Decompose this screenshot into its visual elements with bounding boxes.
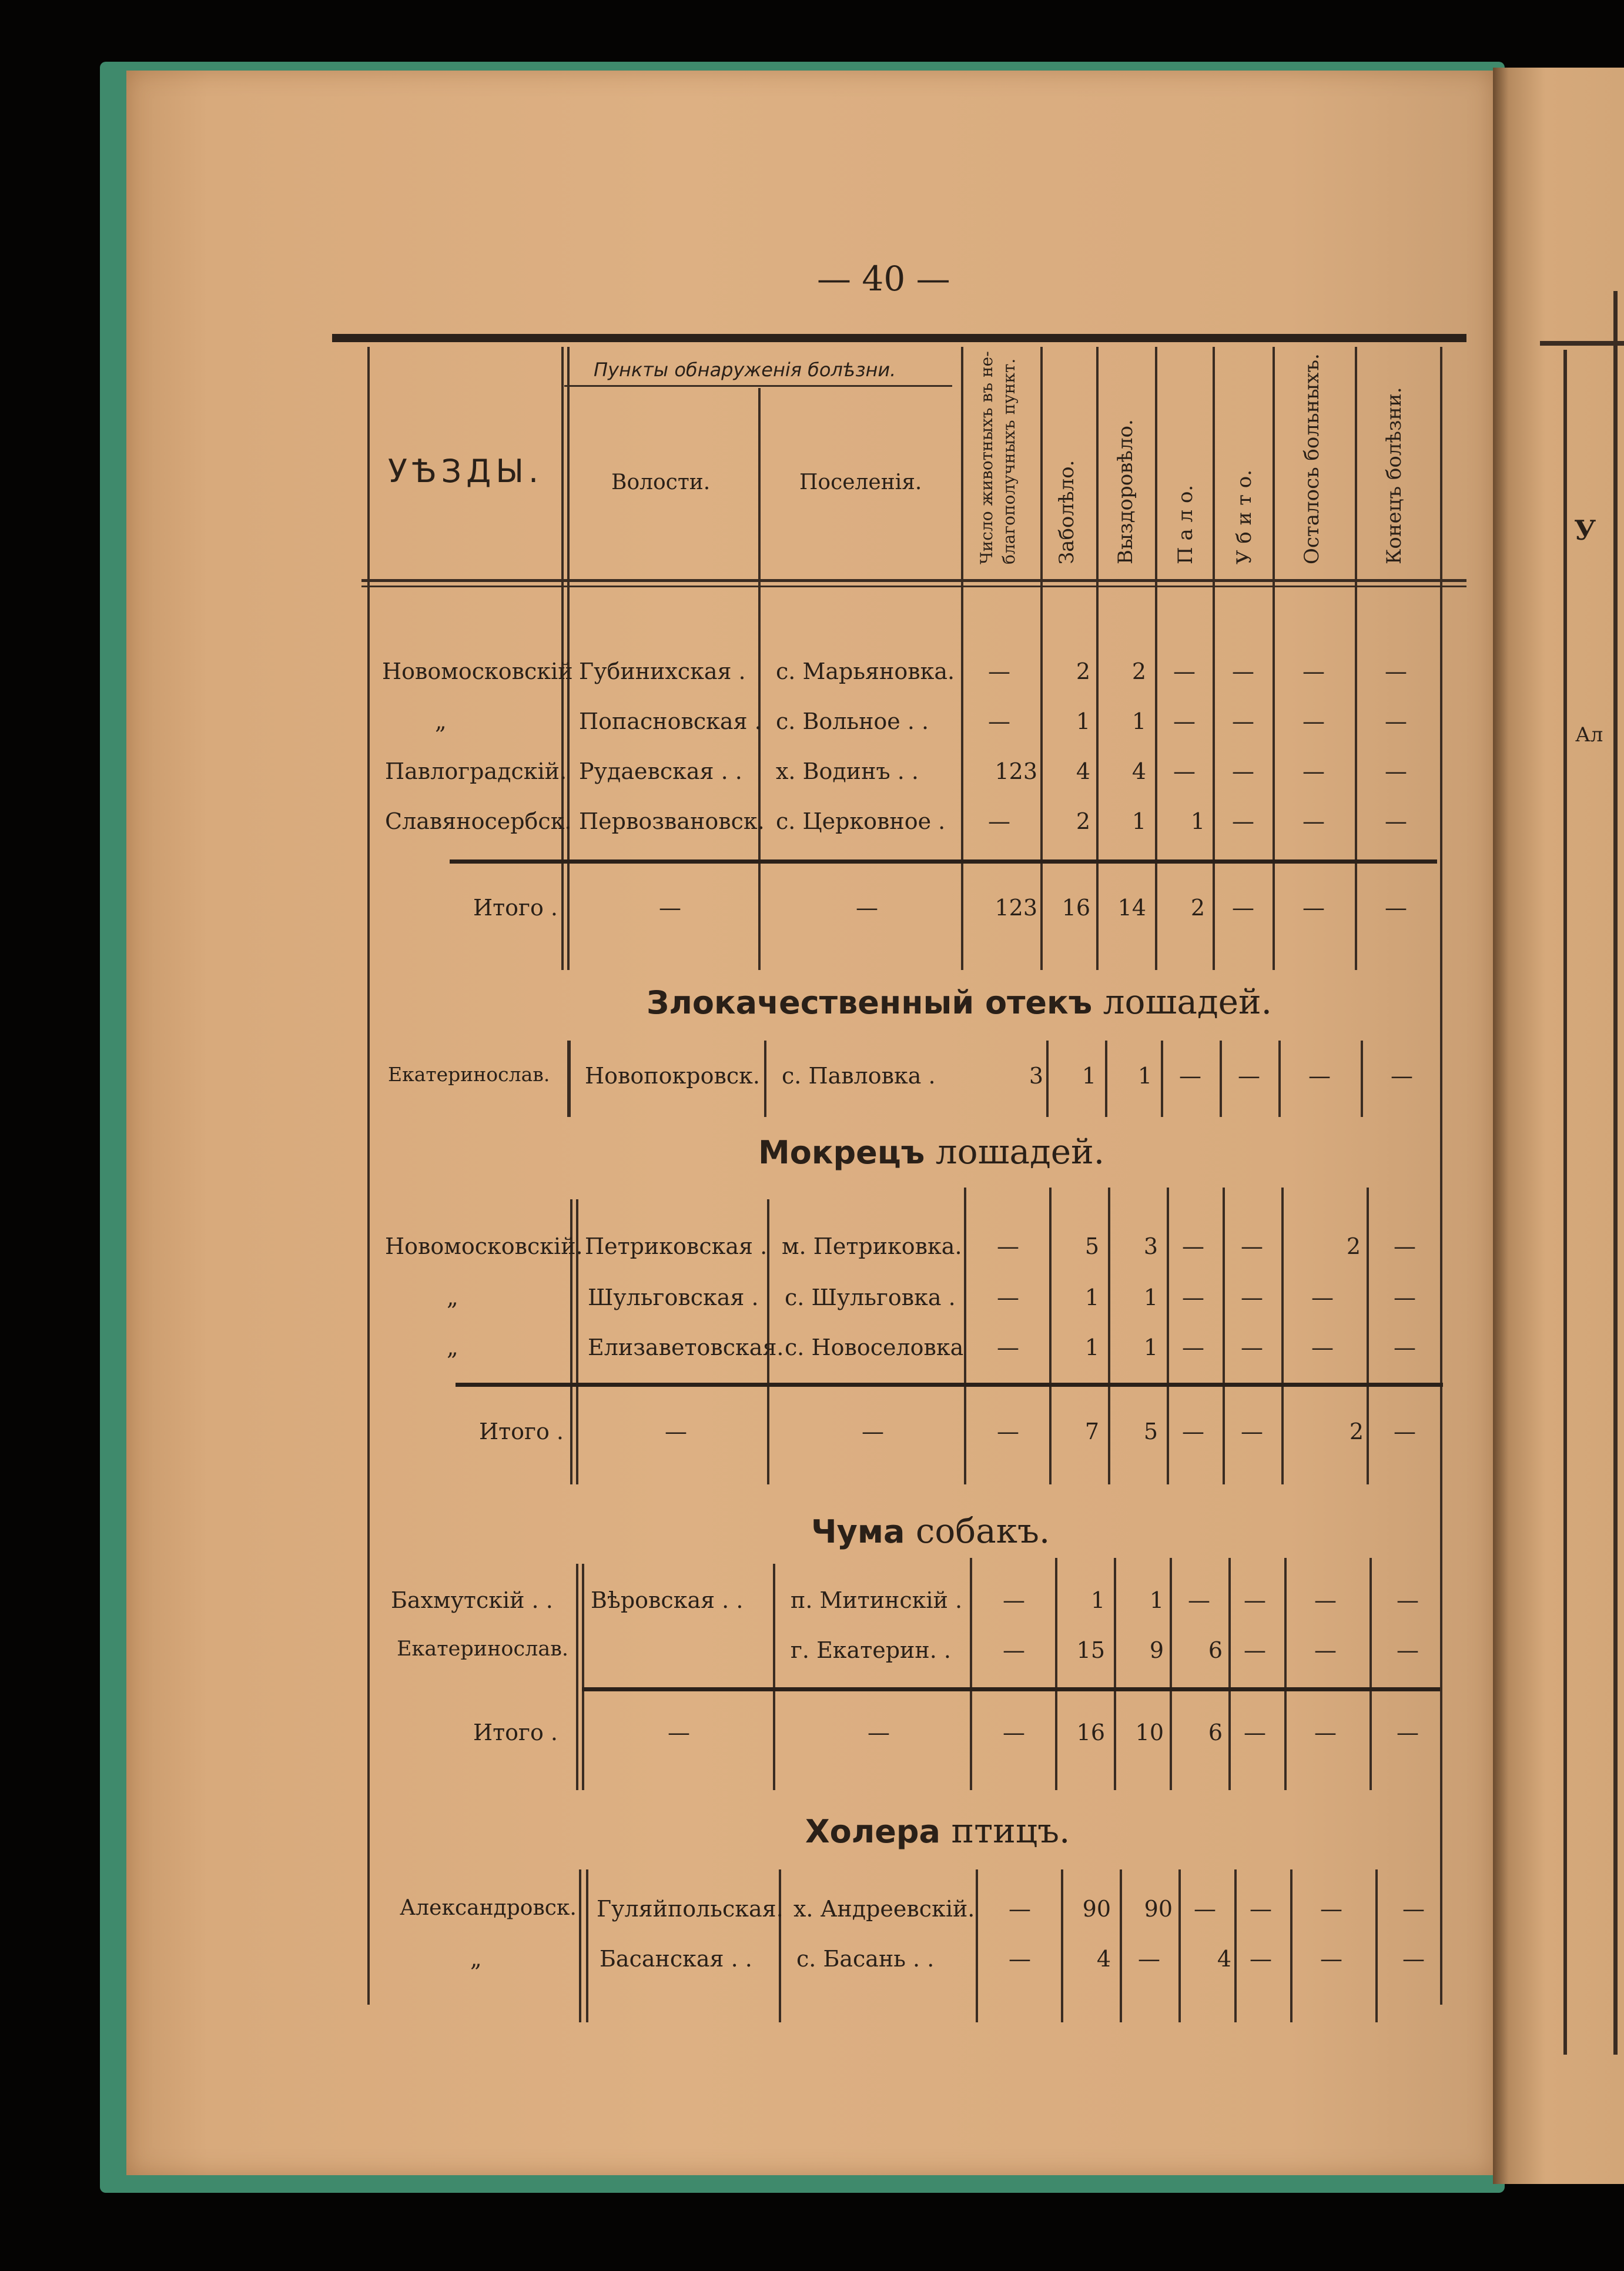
table-cell: — [1232, 758, 1254, 784]
table-cell: Екатеринослав. [388, 1063, 550, 1086]
table-cell: — [1394, 1233, 1416, 1259]
table-cell: — [1302, 808, 1325, 834]
table-cell: 4 [1131, 758, 1146, 784]
header-ostalos: Осталось больныхъ. [1300, 353, 1324, 564]
header-poseleniya: Поселенія. [799, 470, 922, 494]
table-cell: — [1232, 808, 1254, 834]
col-rule [779, 1869, 781, 2022]
table-cell: — [659, 895, 681, 921]
table-cell: с. Новоселовка [785, 1334, 964, 1360]
table-cell: 123 [995, 758, 1037, 784]
total-rule [450, 859, 1437, 864]
col-rule [1228, 1558, 1231, 1790]
header-bottom-rule-2 [361, 586, 1466, 587]
table-cell: — [1385, 708, 1407, 734]
table-cell: — [1188, 1587, 1210, 1613]
table-cell: с. Павловка . [782, 1063, 936, 1089]
table-cell: 4 [1096, 1946, 1111, 1972]
table-cell: — [1003, 1637, 1025, 1663]
table-cell: — [1241, 1419, 1263, 1444]
table-cell: 4 [1217, 1946, 1231, 1972]
section-title-rest: собакъ. [905, 1511, 1050, 1551]
table-cell: 1 [1131, 708, 1146, 734]
table-cell: — [1182, 1334, 1204, 1360]
table-cell: — [1385, 808, 1407, 834]
total-label: Итого . [473, 895, 558, 921]
header-punkty: Пункты обнаруженія болѣзни. [594, 359, 896, 381]
table-cell: — [1009, 1896, 1031, 1922]
table-cell: 10 [1135, 1720, 1164, 1745]
table-cell: — [1244, 1587, 1266, 1613]
table-cell: — [1314, 1637, 1337, 1663]
table-cell: 1 [1081, 1063, 1096, 1089]
col-rule [1290, 1869, 1292, 2022]
table-cell: — [1173, 658, 1196, 684]
table-cell: Первозвановск. [579, 808, 765, 834]
table-cell: — [1314, 1587, 1337, 1613]
header-bottom-rule [361, 579, 1466, 582]
col-rule [1223, 1188, 1225, 1484]
table-cell: — [988, 658, 1010, 684]
col-rule [961, 347, 963, 970]
table-cell: Славяносербск. [385, 808, 572, 834]
table-cell: 1 [1131, 808, 1146, 834]
table-cell: 14 [1117, 895, 1146, 921]
table-cell: 1 [1084, 1285, 1099, 1310]
col-rule [579, 1869, 581, 2022]
table-cell: — [1241, 1334, 1263, 1360]
right-page-fragment-row: Ал [1575, 723, 1603, 747]
table-cell: Александровск. [400, 1896, 577, 1920]
table-cell: г. Екатерин. . [791, 1637, 951, 1663]
table-cell: — [1302, 895, 1325, 921]
table-cell: 2 [1190, 895, 1205, 921]
section-title-zlokachestvenny [647, 982, 1272, 1022]
table-cell: Губинихская . [579, 658, 746, 684]
table-cell: — [1232, 895, 1254, 921]
col-rule [1367, 1188, 1369, 1484]
table-cell: 90 [1082, 1896, 1111, 1922]
page-number: — 40 — [817, 259, 950, 299]
table-cell: 3 [1029, 1063, 1043, 1089]
section-title-rest: лошадей. [925, 1132, 1105, 1172]
table-cell: Басанская . . [600, 1946, 752, 1972]
table-cell: — [1232, 708, 1254, 734]
table-cell: 2 [1349, 1419, 1364, 1444]
total-label: Итого . [473, 1720, 558, 1745]
col-rule [1213, 347, 1215, 970]
table-cell: 1 [1084, 1334, 1099, 1360]
table-cell: — [1302, 758, 1325, 784]
table-cell: — [1397, 1637, 1419, 1663]
section-title-kholera [805, 1811, 1070, 1851]
table-top-rule [332, 334, 1466, 342]
col-rule [1170, 1558, 1172, 1790]
table-cell: 1 [1143, 1285, 1158, 1310]
section-title-rest: птицъ. [940, 1811, 1070, 1851]
col-rule [567, 1041, 571, 1117]
section-title-mokrets [758, 1132, 1104, 1172]
table-cell: с. Шульговка . [785, 1285, 956, 1310]
table-cell: — [1302, 658, 1325, 684]
table-cell: 1 [1137, 1063, 1152, 1089]
table-cell: 3 [1143, 1233, 1158, 1259]
table-cell: — [997, 1233, 1019, 1259]
table-cell: — [1394, 1285, 1416, 1310]
table-cell: Попасновская . [579, 708, 762, 734]
table-cell: — [1238, 1063, 1260, 1089]
table-cell: х. Андреевскій. [793, 1896, 975, 1922]
col-rule [1120, 1869, 1122, 2022]
right-page-line [1563, 350, 1567, 2055]
table-cell: — [1173, 758, 1196, 784]
table-cell: — [1003, 1720, 1025, 1745]
section-title-bold: Холера [805, 1813, 941, 1850]
table-cell: 2 [1346, 1233, 1361, 1259]
table-cell: п. Митинскій . [791, 1587, 963, 1613]
table-cell: — [1397, 1587, 1419, 1613]
section-title-bold: Мокрецъ [758, 1134, 925, 1171]
table-cell: Новопокровск. [585, 1063, 760, 1089]
col-rule [1234, 1869, 1237, 2022]
table-cell: — [1394, 1334, 1416, 1360]
table-cell: — [1402, 1946, 1425, 1972]
table-cell: 1 [1076, 708, 1090, 734]
table-cell: — [1320, 1896, 1342, 1922]
section-title-bold: Чума [811, 1513, 905, 1550]
table-cell: с. Марьяновка. [776, 658, 955, 684]
table-cell: — [1179, 1063, 1201, 1089]
header-zabolelo: Заболѣло. [1055, 460, 1079, 564]
table-left-border [367, 347, 370, 2005]
header-volosti: Волости. [611, 470, 711, 494]
table-cell: 4 [1076, 758, 1090, 784]
table-cell: Елизаветовская. [588, 1334, 784, 1360]
table-cell: — [1003, 1587, 1025, 1613]
table-cell: с. Вольное . . [776, 708, 929, 734]
table-cell: 123 [995, 895, 1037, 921]
table-cell: 6 [1208, 1637, 1223, 1663]
header-chislo: Число животныхъ въ не- [977, 351, 996, 564]
table-cell: — [997, 1419, 1019, 1444]
table-cell: „ [447, 1334, 458, 1360]
table-cell: „ [470, 1946, 482, 1972]
table-cell: — [1302, 708, 1325, 734]
table-cell: 2 [1076, 808, 1090, 834]
table-cell: с. Басань . . [796, 1946, 935, 1972]
section-title-bold: Злокачественный отекъ [647, 984, 1093, 1021]
col-rule [1273, 347, 1275, 970]
table-cell: — [1394, 1419, 1416, 1444]
table-cell: 5 [1143, 1419, 1158, 1444]
table-cell: 2 [1076, 658, 1090, 684]
table-cell: 2 [1131, 658, 1146, 684]
col-rule [1278, 1041, 1281, 1117]
col-rule [970, 1558, 972, 1790]
table-cell: — [1385, 895, 1407, 921]
right-page [1493, 68, 1624, 2184]
table-cell: 15 [1076, 1637, 1105, 1663]
right-page-fragment-header: У [1574, 514, 1596, 546]
table-cell: 6 [1208, 1720, 1223, 1745]
col-rule [1355, 347, 1357, 970]
table-cell: м. Петриковка. [782, 1233, 962, 1259]
table-cell: 5 [1084, 1233, 1099, 1259]
table-cell: „ [435, 708, 447, 734]
table-cell: — [1397, 1720, 1419, 1745]
table-cell: — [1385, 758, 1407, 784]
header-punkty-rule [564, 385, 952, 387]
table-cell: Петриковская . [585, 1233, 768, 1259]
table-cell: — [1311, 1285, 1334, 1310]
table-cell: Павлоградскій. [385, 758, 567, 784]
table-cell: „ [447, 1285, 458, 1310]
section-title-chuma [811, 1511, 1050, 1551]
table-cell: Вѣровская . . [591, 1587, 744, 1613]
table-cell: — [1391, 1063, 1413, 1089]
col-rule [576, 1564, 578, 1790]
table-cell: — [1138, 1946, 1160, 1972]
table-cell: Гуляйпольская. [597, 1896, 783, 1922]
table-cell: — [1173, 708, 1196, 734]
col-rule [764, 1041, 766, 1117]
right-page-edge [1613, 291, 1618, 2055]
header-ubito: У б и т о. [1233, 469, 1256, 564]
table-cell: 16 [1076, 1720, 1105, 1745]
table-cell: 1 [1190, 808, 1205, 834]
table-cell: — [1244, 1637, 1266, 1663]
right-page-rule [1540, 341, 1624, 346]
col-rule [1281, 1188, 1284, 1484]
col-rule [1375, 1869, 1378, 2022]
table-cell: — [862, 1419, 884, 1444]
table-cell: 9 [1149, 1637, 1164, 1663]
table-cell: — [1320, 1946, 1342, 1972]
col-rule [964, 1188, 966, 1484]
section-title-rest: лошадей. [1092, 982, 1273, 1022]
table-cell: — [868, 1720, 890, 1745]
table-cell: — [1182, 1233, 1204, 1259]
table-cell: — [988, 808, 1010, 834]
table-cell: — [1311, 1334, 1334, 1360]
col-rule [1361, 1041, 1363, 1117]
col-rule [1155, 347, 1157, 970]
table-cell: Рудаевская . . [579, 758, 742, 784]
table-right-border [1440, 347, 1442, 2005]
table-cell: 90 [1144, 1896, 1173, 1922]
table-cell: — [1402, 1896, 1425, 1922]
col-rule [582, 1564, 584, 1790]
table-cell: — [856, 895, 878, 921]
table-cell: 1 [1143, 1334, 1158, 1360]
table-cell: Шульговская . [588, 1285, 759, 1310]
table-cell: — [1194, 1896, 1216, 1922]
table-cell: 7 [1084, 1419, 1099, 1444]
table-cell: — [1182, 1419, 1204, 1444]
col-rule [1220, 1041, 1222, 1117]
table-cell: — [1241, 1285, 1263, 1310]
header-uezdy: УѢЗДЫ. [388, 453, 544, 490]
table-cell: — [1182, 1285, 1204, 1310]
col-rule [758, 388, 761, 970]
table-cell: х. Водинъ . . [776, 758, 919, 784]
table-cell: — [1009, 1946, 1031, 1972]
table-cell: Новомосковскій [382, 658, 573, 684]
table-cell: — [668, 1720, 690, 1745]
table-cell: Новомосковскій. [385, 1233, 583, 1259]
header-chislo-2: благополучныхъ пункт. [999, 358, 1019, 564]
table-cell: — [1241, 1233, 1263, 1259]
col-rule [1284, 1558, 1287, 1790]
table-cell: — [1314, 1720, 1337, 1745]
table-cell: — [1308, 1063, 1331, 1089]
table-cell: Екатеринослав. [397, 1637, 569, 1661]
table-cell: — [988, 708, 1010, 734]
table-cell: — [1250, 1896, 1272, 1922]
col-rule [1161, 1041, 1163, 1117]
total-label: Итого . [479, 1419, 564, 1444]
table-cell: — [1232, 658, 1254, 684]
table-cell: — [1385, 658, 1407, 684]
total-rule [456, 1383, 1443, 1387]
total-rule [582, 1687, 1440, 1691]
header-konets: Конецъ болѣзни. [1382, 387, 1406, 564]
col-rule [586, 1869, 588, 2022]
table-cell: — [665, 1419, 687, 1444]
table-cell: — [997, 1285, 1019, 1310]
header-palo: П а л о. [1174, 484, 1197, 564]
table-cell: — [997, 1334, 1019, 1360]
table-cell: — [1250, 1946, 1272, 1972]
table-cell: 1 [1090, 1587, 1105, 1613]
table-cell: с. Церковное . [776, 808, 946, 834]
table-cell: Бахмутскій . . [391, 1587, 553, 1613]
col-rule [773, 1564, 775, 1790]
table-cell: 16 [1062, 895, 1090, 921]
col-rule [1167, 1188, 1169, 1484]
table-cell: — [1244, 1720, 1266, 1745]
header-vyzdorovelo: Выздоровѣло. [1114, 419, 1137, 564]
col-rule [1369, 1558, 1372, 1790]
table-cell: 1 [1149, 1587, 1164, 1613]
col-rule [976, 1869, 978, 2022]
